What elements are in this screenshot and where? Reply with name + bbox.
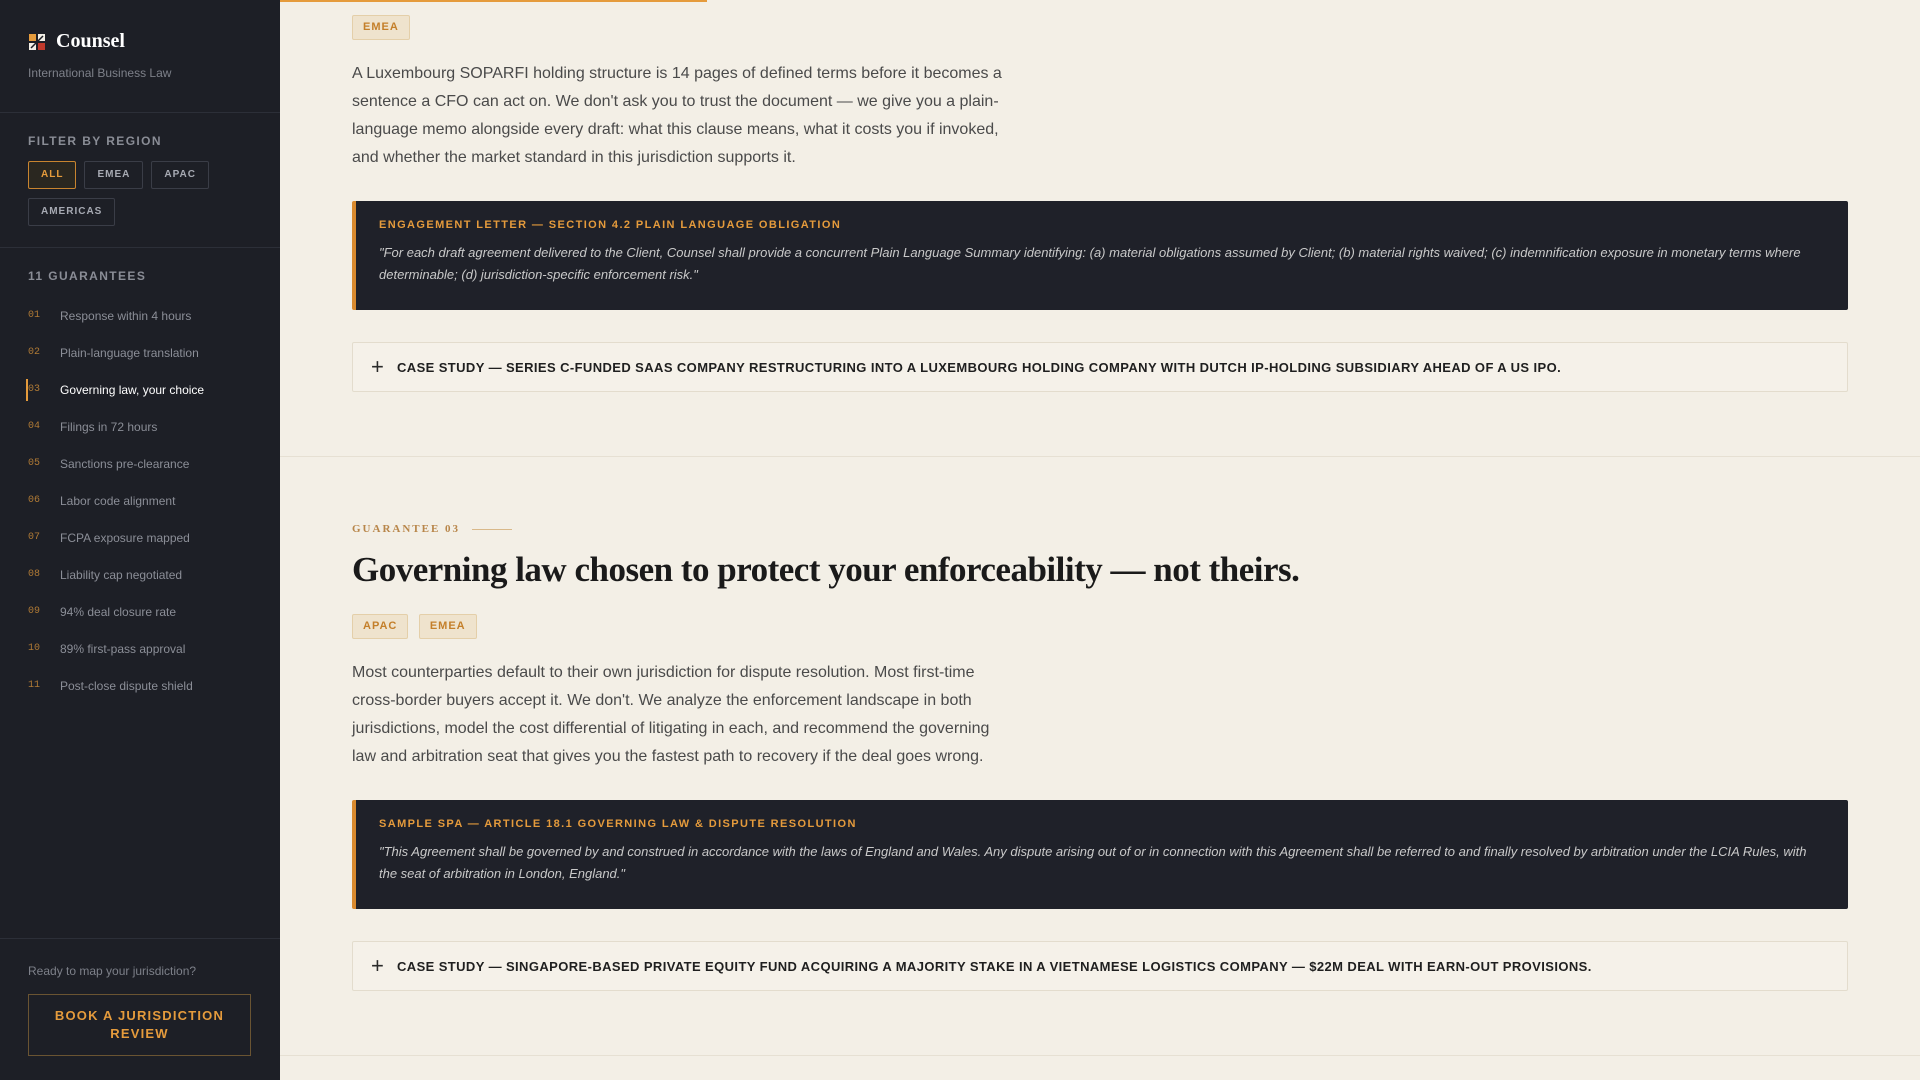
plus-icon: +	[371, 354, 384, 379]
guarantee-item-08[interactable]	[0, 556, 280, 593]
guarantee-number: 06	[28, 495, 41, 506]
filter-chip-emea[interactable]: EMEA	[84, 161, 143, 189]
guarantee-label: Plain-language translation	[60, 345, 199, 360]
section-body: Most counterparties default to their own jurisdiction for dispute resolution. Most first-time cross-border buyers accept it. We don't. We analyze the enforcement landscape in both jurisdictions, model the cost differential of litigating in each, and recommend the governing law and arbitration seat that gives you the fastest path to recovery if the deal goes wrong.	[352, 664, 990, 765]
plus-icon: +	[371, 953, 384, 978]
region-tag: EMEA	[352, 15, 410, 40]
section-eyebrow	[352, 523, 512, 535]
guarantee-number: 02	[28, 347, 41, 358]
sidebar-divider	[0, 112, 280, 113]
section-body: A Luxembourg SOPARFI holding structure is 14 pages of defined terms before it becomes a sentence a CFO can act on. We don't ask you to trust the document — we give you a plain-language memo alongside every draft: what this clause means, what it costs you if invoked, and whether the market standard in this jurisdiction supports it.	[352, 65, 1002, 166]
region-filter	[28, 161, 258, 226]
guarantee-number: 05	[28, 458, 41, 469]
section-headline: Governing law chosen to protect your enforceability — not theirs.	[352, 550, 1300, 589]
book-review-button[interactable]: BOOK A JURISDICTION REVIEW	[28, 994, 251, 1056]
brand-tagline: International Business Law	[28, 66, 172, 80]
guarantee-nav	[0, 297, 280, 704]
eyebrow-rule	[472, 529, 512, 530]
counsel-logo-icon	[28, 33, 46, 51]
clause-quote	[352, 800, 1848, 909]
filter-chip-americas[interactable]: AMERICAS	[28, 198, 115, 226]
guarantee-label: Post-close dispute shield	[60, 678, 193, 693]
guarantee-item-04[interactable]	[0, 408, 280, 445]
brand-name: Counsel	[56, 30, 125, 52]
guarantees-title: 11 GUARANTEES	[28, 269, 147, 283]
filter-title: FILTER BY REGION	[28, 134, 162, 148]
sidebar-divider	[0, 247, 280, 248]
guarantee-item-03[interactable]	[0, 371, 280, 408]
guarantee-number: 11	[28, 680, 41, 691]
clause-text: "This Agreement shall be governed by and construed in accordance with the laws of England and Wales. Any dispute arising out of or in connection with this Agreement shall be referred to and finally resolved by arbitration under the LCIA Rules, with the seat of arbitration in London, England."	[379, 844, 1807, 881]
brand[interactable]	[28, 30, 125, 53]
guarantee-number: 09	[28, 606, 41, 617]
guarantee-item-10[interactable]	[0, 630, 280, 667]
region-tags	[352, 15, 416, 40]
filter-chip-apac[interactable]: APAC	[151, 161, 209, 189]
main-content	[280, 0, 1920, 1080]
case-study-accordion[interactable]	[352, 941, 1848, 991]
region-tag: APAC	[352, 614, 408, 639]
guarantee-label: Filings in 72 hours	[60, 419, 158, 434]
region-tags	[352, 614, 483, 639]
guarantee-number: 03	[28, 384, 41, 395]
guarantee-label: FCPA exposure mapped	[60, 530, 190, 545]
guarantee-label: Response within 4 hours	[60, 308, 192, 323]
section-divider	[280, 1055, 1920, 1056]
region-tag: EMEA	[419, 614, 477, 639]
guarantee-label: 89% first-pass approval	[60, 641, 186, 656]
guarantee-number: 01	[28, 310, 41, 321]
sidebar	[0, 0, 280, 1080]
clause-heading: ENGAGEMENT LETTER — SECTION 4.2 PLAIN LANGUAGE OBLIGATION	[379, 219, 842, 231]
case-study-title: CASE STUDY — SINGAPORE-BASED PRIVATE EQUITY FUND ACQUIRING A MAJORITY STAKE IN A VIETNAMESE LOGISTICS COMPANY — $22M DEAL WITH EARN-OUT PROVISIONS.	[397, 958, 1592, 974]
cta-prompt: Ready to map your jurisdiction?	[28, 964, 197, 978]
guarantee-label: 94% deal closure rate	[60, 604, 177, 619]
guarantee-item-09[interactable]	[0, 593, 280, 630]
guarantee-item-07[interactable]	[0, 519, 280, 556]
section-divider	[280, 456, 1920, 457]
guarantee-item-01[interactable]	[0, 297, 280, 334]
clause-heading: SAMPLE SPA — ARTICLE 18.1 GOVERNING LAW & DISPUTE RESOLUTION	[379, 818, 857, 830]
clause-text: "For each draft agreement delivered to the Client, Counsel shall provide a concurrent Plain Language Summary identifying: (a) material obligations assumed by Client; (b) material rights waived; (c) indemnification exposure in monetary terms where determinable; (d) jurisdiction-specific enforcement risk."	[379, 245, 1801, 282]
guarantee-number: 08	[28, 569, 41, 580]
guarantee-eyebrow: GUARANTEE 03	[352, 523, 461, 535]
guarantee-number: 10	[28, 643, 41, 654]
case-study-title: CASE STUDY — SERIES C-FUNDED SAAS COMPANY RESTRUCTURING INTO A LUXEMBOURG HOLDING COMPANY WITH DUTCH IP-HOLDING SUBSIDIARY AHEAD OF A US IPO.	[397, 359, 1562, 375]
guarantee-item-06[interactable]	[0, 482, 280, 519]
clause-quote	[352, 201, 1848, 310]
guarantee-number: 07	[28, 532, 41, 543]
guarantee-item-05[interactable]	[0, 445, 280, 482]
guarantee-label: Liability cap negotiated	[60, 567, 183, 582]
guarantee-label: Governing law, your choice	[60, 382, 205, 397]
case-study-accordion[interactable]	[352, 342, 1848, 392]
sidebar-divider	[0, 938, 280, 939]
guarantee-item-02[interactable]	[0, 334, 280, 371]
filter-chip-all[interactable]: ALL	[28, 161, 76, 189]
guarantee-number: 04	[28, 421, 41, 432]
guarantee-label: Labor code alignment	[60, 493, 176, 508]
guarantee-label: Sanctions pre-clearance	[60, 456, 190, 471]
guarantee-item-11[interactable]	[0, 667, 280, 704]
